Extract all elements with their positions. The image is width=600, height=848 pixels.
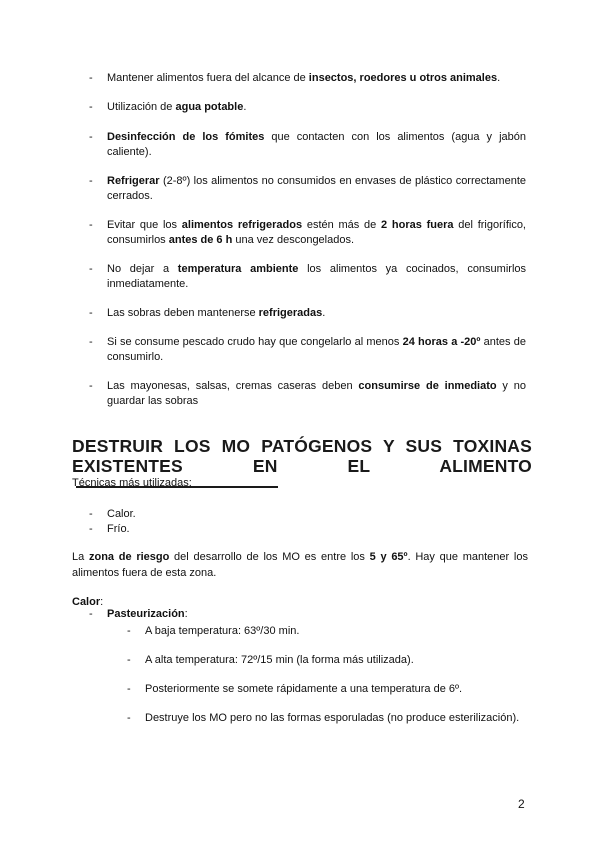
- bold-text-run: zona de riesgo: [88, 551, 170, 563]
- list-item-text: [107, 71, 526, 86]
- bullet-dash: -: [127, 654, 131, 666]
- list-item-text: Destruye los MO pero no las formas esporuladas (no produce esterilización).: [145, 712, 520, 724]
- bold-text-run: alimentos refrigerados: [181, 219, 303, 231]
- text-run: Las mayonesas, salsas, cremas caseras deben: [107, 380, 359, 392]
- list-item-text: [107, 130, 526, 160]
- text-run: del frigorífico, consumirlos: [107, 219, 526, 246]
- list-item: [89, 262, 526, 292]
- text-run: No dejar a: [107, 263, 178, 275]
- list-item-text: [107, 262, 526, 292]
- list-item-text: Frío.: [107, 523, 130, 535]
- list-item: [89, 218, 526, 248]
- list-item-text: [107, 379, 526, 409]
- bold-text-run: 5 y 65º: [369, 551, 408, 563]
- list-item-text: [107, 306, 526, 321]
- text-run: (2-8º) los alimentos no consumidos en envases de plástico correctamente cerrados.: [107, 175, 526, 202]
- bullet-dash: -: [89, 508, 93, 520]
- bullet-dash: -: [89, 380, 93, 392]
- text-run: Utilización de: [107, 101, 176, 113]
- text-run: que contacten con los alimentos (agua y jabón caliente).: [107, 131, 526, 158]
- list-item-text: [107, 218, 526, 248]
- list-item: [127, 624, 527, 639]
- text-run: . Hay que mantener los alimentos fuera de esta zona.: [72, 551, 528, 579]
- calor-colon: :: [100, 596, 104, 608]
- list-item: [127, 653, 527, 668]
- bold-text-run: consumirse de inmediato: [358, 380, 497, 392]
- bullet-dash: -: [127, 712, 131, 724]
- list-item-text: [107, 174, 526, 204]
- text-run: Si se consume pescado crudo hay que congelarlo al menos: [107, 336, 403, 348]
- bullet-dash: -: [89, 263, 93, 275]
- bullet-dash: -: [89, 608, 93, 620]
- text-run: antes de consumirlo.: [107, 336, 526, 363]
- bold-text-run: Desinfección de los fómites: [107, 131, 265, 143]
- bullet-dash: -: [89, 219, 93, 231]
- list-item: [127, 711, 527, 726]
- bold-text-run: 2 horas fuera: [381, 219, 454, 231]
- text-run: La: [72, 551, 89, 563]
- text-run: los alimentos ya cocinados, consumirlos inmediatamente.: [107, 263, 526, 290]
- text-run: del desarrollo de los MO es entre los: [169, 551, 370, 563]
- text-run: .: [243, 101, 247, 113]
- list-item: [89, 130, 526, 160]
- techniques-intro: Técnicas más utilizadas:: [72, 477, 192, 489]
- list-item: [89, 71, 526, 86]
- list-item: [89, 306, 526, 321]
- text-run: Las sobras deben mantenerse: [107, 307, 259, 319]
- calor-label-text: Calor: [72, 596, 101, 608]
- bullet-dash: -: [127, 625, 131, 637]
- list-item-text: A baja temperatura: 63º/30 min.: [145, 625, 300, 637]
- list-item-text: [107, 100, 526, 115]
- list-item: [89, 507, 526, 522]
- bold-text-run: Refrigerar: [107, 175, 160, 187]
- page-number: 2: [518, 797, 525, 811]
- list-item: [127, 682, 527, 697]
- bold-text-run: antes de 6 h: [168, 234, 233, 246]
- text-run: una vez descongelados.: [232, 234, 355, 246]
- bold-text-run: temperatura ambiente: [177, 263, 299, 275]
- text-run: Mantener alimentos fuera del alcance de: [107, 72, 309, 84]
- list-item: [89, 522, 526, 537]
- text-run: y no guardar las sobras: [107, 380, 526, 407]
- bullet-dash: -: [89, 307, 93, 319]
- bold-text-run: refrigeradas: [258, 307, 323, 319]
- list-item-text: Calor.: [107, 508, 136, 520]
- list-item: [89, 174, 526, 204]
- text-run: estén más de: [302, 219, 382, 231]
- risk-zone-paragraph: [72, 549, 528, 581]
- list-item: [89, 335, 526, 365]
- list-item-text: [107, 607, 526, 622]
- bullet-dash: -: [127, 683, 131, 695]
- bold-text-run: 24 horas a -20º: [402, 336, 481, 348]
- pasteurizacion-label: Pasteurización: [107, 608, 185, 620]
- bullet-dash: -: [89, 336, 93, 348]
- bullet-dash: -: [89, 175, 93, 187]
- section-heading-text: DESTRUIR LOS MO PATÓGENOS Y SUS TOXINAS EXISTENTES EN EL ALIMENTO: [72, 435, 532, 476]
- text-run: Evitar que los: [107, 219, 182, 231]
- pasteurizacion-colon: :: [184, 608, 188, 620]
- text-run: .: [322, 307, 326, 319]
- bullet-dash: -: [89, 72, 93, 84]
- text-run: .: [497, 72, 501, 84]
- list-item-text: A alta temperatura: 72º/15 min (la forma más utilizada).: [145, 654, 414, 666]
- bullet-dash: -: [89, 101, 93, 113]
- bullet-dash: -: [89, 131, 93, 143]
- list-item: [89, 379, 526, 409]
- pasteurizacion-item: [89, 607, 526, 622]
- bullet-dash: -: [89, 523, 93, 535]
- bold-text-run: insectos, roedores u otros animales: [308, 72, 498, 84]
- list-item: [89, 100, 526, 115]
- bold-text-run: agua potable: [175, 101, 244, 113]
- list-item-text: [107, 335, 526, 365]
- list-item-text: Posteriormente se somete rápidamente a una temperatura de 6º.: [145, 683, 463, 695]
